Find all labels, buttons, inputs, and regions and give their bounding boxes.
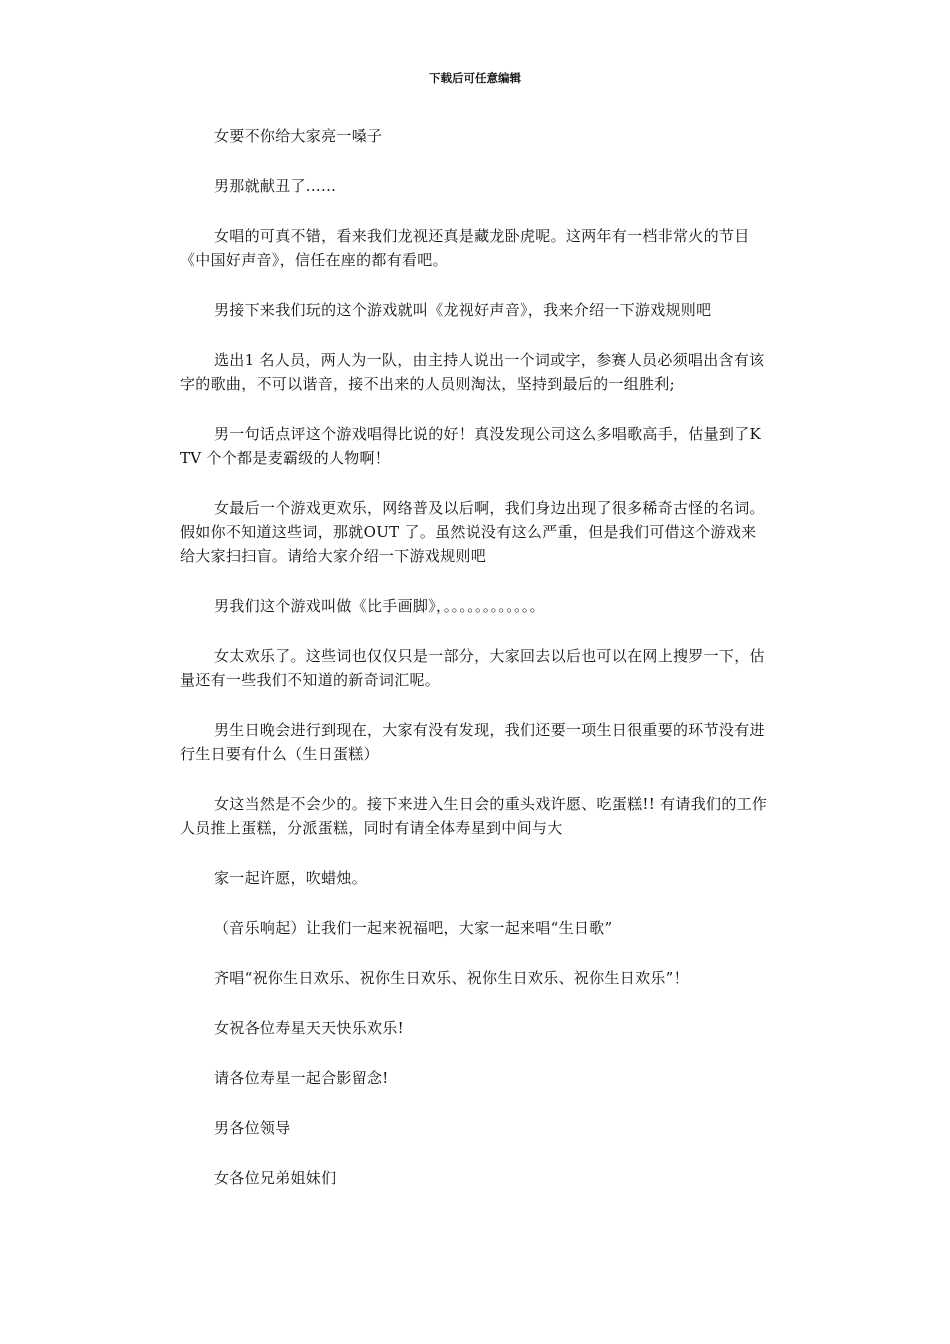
page-header: 下载后可任意编辑 (429, 71, 521, 85)
paragraph: 男各位领导 (214, 1119, 291, 1137)
paragraph: 女太欢乐了。这些词也仅仅只是一部分，大家回去以后也可以在网上搜罗一下，估量还有一些我们不知道的新奇词汇呢。 (180, 647, 765, 689)
paragraph: 男一句话点评这个游戏唱得比说的好！真没发现公司这么多唱歌高手，估量到了KTV 个个都是麦霸级的人物啊！ (180, 425, 762, 467)
document-body (180, 124, 770, 1216)
paragraph: 齐唱“祝你生日欢乐、祝你生日欢乐、祝你生日欢乐、祝你生日欢乐”！ (214, 969, 689, 987)
paragraph: 男那就献丑了...... (214, 177, 337, 195)
paragraph: 选出1 名人员，两人为一队，由主持人说出一个词或字，参赛人员必须唱出含有该字的歌曲，不可以谐音，接不出来的人员则淘汰，坚持到最后的一组胜利; (180, 351, 765, 393)
paragraph: 请各位寿星一起合影留念! (214, 1069, 389, 1087)
paragraph: 女祝各位寿星天天快乐欢乐! (214, 1019, 404, 1037)
paragraph: 女要不你给大家亮一嗓子 (214, 127, 383, 145)
paragraph: 女各位兄弟姐妹们 (214, 1169, 337, 1187)
paragraph: 男生日晚会进行到现在，大家有没有发现，我们还要一项生日很重要的环节没有进行生日要有什么（生日蛋糕） (180, 721, 765, 763)
paragraph: 女唱的可真不错，看来我们龙视还真是藏龙卧虎呢。这两年有一档非常火的节目《中国好声音》，信任在座的都有看吧。 (180, 227, 750, 269)
paragraph: 女最后一个游戏更欢乐，网络普及以后啊，我们身边出现了很多稀奇古怪的名词。假如你不知道这些词，那就OUT 了。虽然说没有这么严重，但是我们可借这个游戏来给大家扫扫盲。请给大家介绍一下游戏规则吧 (180, 499, 765, 565)
paragraph: 男我们这个游戏叫做《比手画脚》，。。。。。。。。。。。。 (214, 597, 545, 615)
paragraph: （音乐响起）让我们一起来祝福吧，大家一起来唱“生日歌” (214, 919, 613, 937)
paragraph: 女这当然是不会少的。接下来进入生日会的重头戏许愿、吃蛋糕!! 有请我们的工作人员推上蛋糕，分派蛋糕，同时有请全体寿星到中间与大 (180, 795, 768, 837)
paragraph: 男接下来我们玩的这个游戏就叫《龙视好声音》，我来介绍一下游戏规则吧 (214, 301, 712, 319)
paragraph: 家一起许愿，吹蜡烛。 (214, 869, 368, 887)
